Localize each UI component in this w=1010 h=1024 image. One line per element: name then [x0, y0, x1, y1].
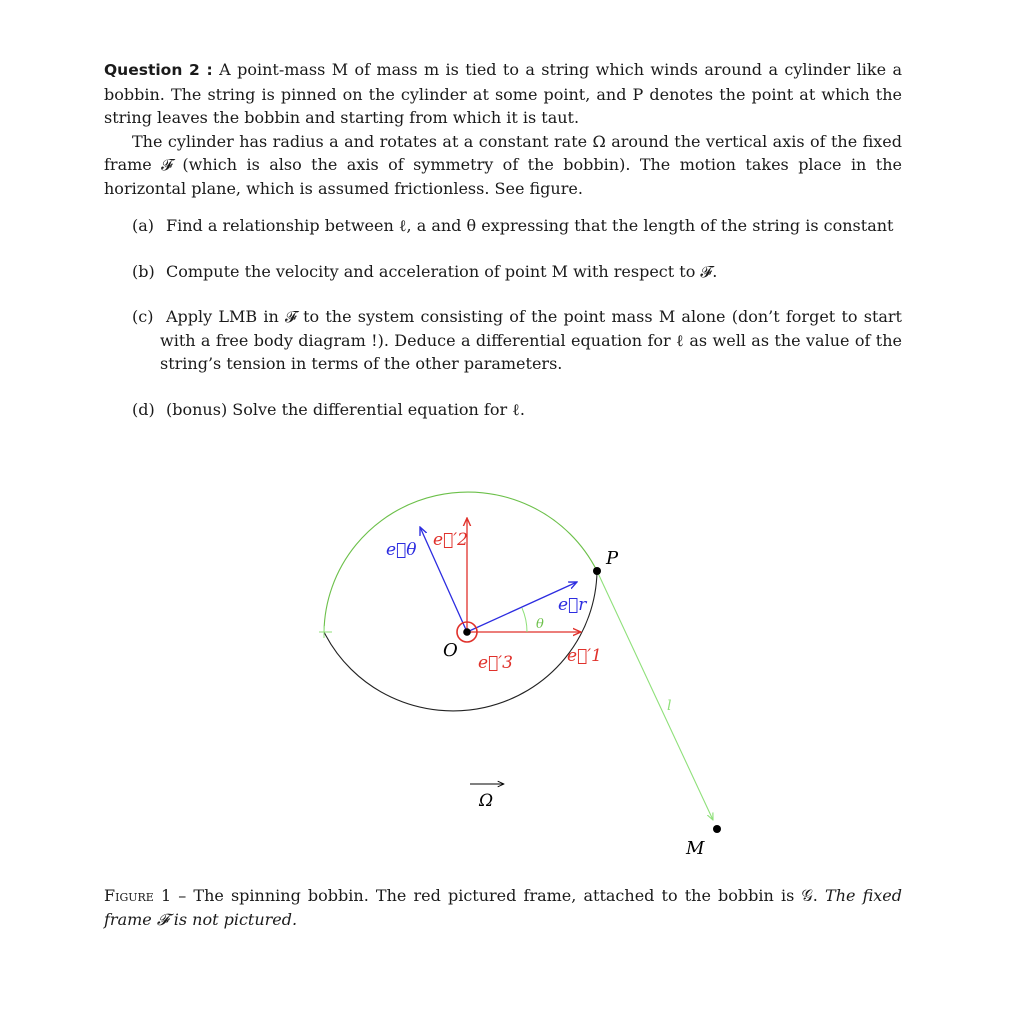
omega-label: Ω	[479, 791, 494, 811]
part-d-text: (bonus) Solve the differential equation for ℓ.	[166, 399, 525, 419]
part-a-text: Find a relationship between ℓ, a and θ expressing that the length of the string is constant	[166, 216, 894, 235]
origin-dot	[463, 628, 471, 636]
e3-label: e⃗′3	[478, 653, 513, 673]
caption-italic-text: The fixed frame 𝓕 is not pictured.	[104, 886, 903, 929]
question-intro-text: A point-mass M of mass m is tied to a string which winds around a cylinder like a bobbin. The string is pinned on the cylinder at some point, and P denotes the point at which the string leaves the bobbin and starting from which it is taut.	[104, 60, 902, 127]
figure-caption	[104, 884, 902, 931]
point-m-dot	[713, 825, 721, 833]
caption-dash: –	[171, 886, 194, 905]
e-theta-label: e⃗θ	[386, 540, 417, 560]
caption-text: The spinning bobbin. The red pictured frame, attached to the bobbin is 𝒢.	[193, 886, 818, 905]
theta-label: θ	[536, 617, 544, 632]
taut-string-line	[597, 571, 713, 820]
point-p-dot	[593, 567, 601, 575]
part-b-tag: (b)	[132, 261, 155, 281]
caption-tag: Figure 1	[104, 886, 172, 905]
wound-string-arc	[324, 492, 597, 632]
part-d-tag: (d)	[132, 399, 155, 419]
theta-angle-arc	[522, 608, 527, 632]
part-c-tag: (c)	[132, 307, 154, 326]
e1-label: e⃗′1	[567, 646, 602, 666]
part-a-tag: (a)	[132, 216, 155, 235]
string-length-label: l	[667, 698, 672, 714]
part-b-text: Compute the velocity and acceleration of point M with respect to 𝓕.	[166, 261, 718, 281]
part-c-text: Apply LMB in 𝓕 to the system consisting of the point mass M alone (don’t forget to start with a free body diagram !). Deduce a differential equation for ℓ as well as the value of the string’s tension in terms of the other parameters.	[160, 307, 902, 373]
point-m-label: M	[686, 838, 705, 859]
er-label: e⃗r	[558, 595, 587, 615]
e2-label: e⃗′2	[433, 530, 468, 550]
question-setup-paragraph: The cylinder has radius a and rotates at a constant rate Ω around the vertical axis of the fixed frame 𝓕 (which is also the axis of symmetry of the bobbin). The motion takes place in the horizontal plane, which is assumed frictionless. See figure.	[104, 131, 902, 198]
origin-label: O	[443, 640, 458, 661]
question-label: Question 2 :	[104, 61, 213, 79]
point-p-label: P	[606, 548, 619, 569]
